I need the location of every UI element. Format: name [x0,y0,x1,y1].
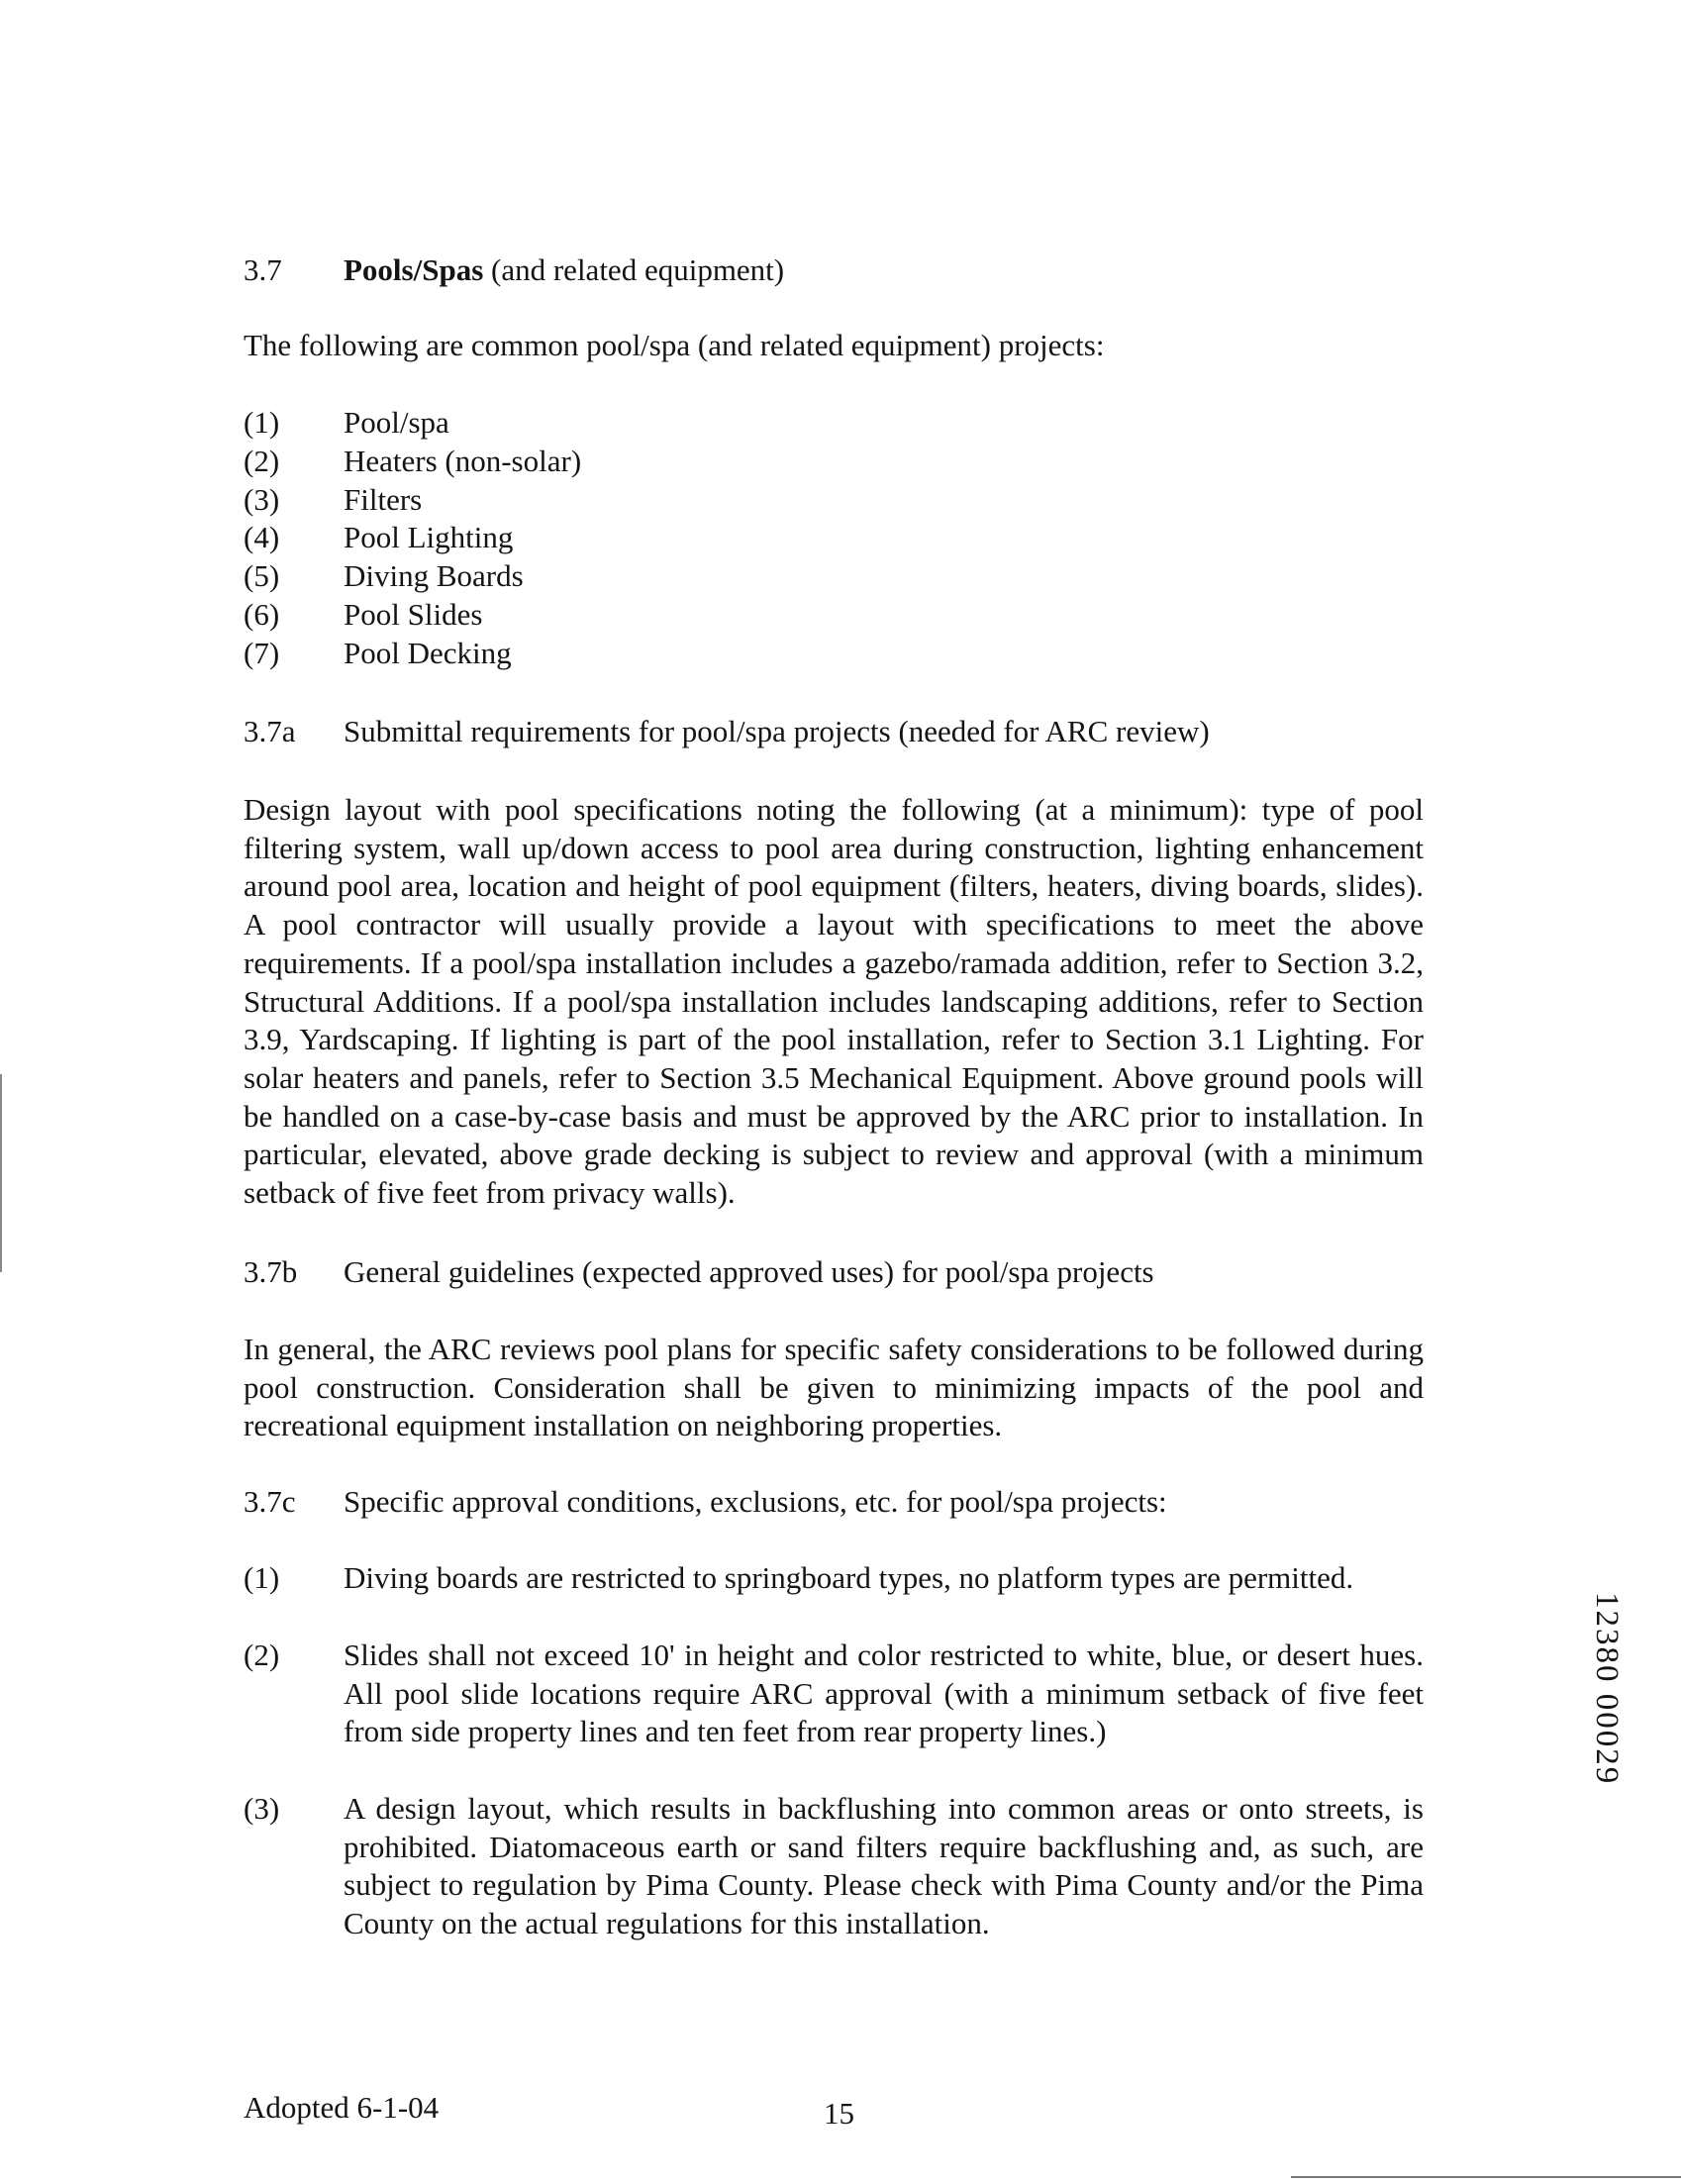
subsection-title: Submittal requirements for pool/spa projects (needed for ARC review) [344,714,1210,748]
scan-edge-mark [0,1074,2,1272]
section-title-suffix: (and related equipment) [483,252,785,287]
list-item-label: Pool Lighting [344,520,514,555]
section-number: 3.7 [244,252,282,287]
list-item [244,635,581,673]
adopted-date: Adopted 6-1-04 [244,2090,440,2125]
list-item-number: (2) [244,443,280,478]
stamp-number: 12380 00029 [1589,1592,1625,1786]
list-item [244,481,581,520]
list-item-number: (4) [244,520,280,555]
subsection-b-heading [244,1253,1531,1291]
condition-number: (3) [244,1791,280,1826]
page-number: 15 [824,2096,854,2131]
subsection-a-heading [244,713,1531,750]
condition-number: (1) [244,1560,280,1595]
list-item-label: Filters [344,481,423,517]
list-item-label: Diving Boards [344,558,524,594]
section-heading [244,251,1432,289]
subsection-title: General guidelines (expected approved uses) for pool/spa projects [344,1254,1154,1289]
document-stamp [1590,1592,1630,1879]
list-item-number: (5) [244,558,280,594]
list-item-label: Pool Slides [344,596,483,632]
subsection-number: 3.7c [244,1484,296,1519]
list-item [244,443,581,481]
scan-edge-mark [1291,2176,1681,2178]
subsection-number: 3.7a [244,714,296,748]
subsection-title: Specific approval conditions, exclusions, etc. for pool/spa projects: [344,1484,1167,1519]
intro-text: The following are common pool/spa (and related equipment) projects: [244,328,1105,362]
list-item-number: (7) [244,635,280,670]
list-item-number: (3) [244,481,280,517]
subsection-number: 3.7b [244,1254,298,1289]
condition-text: A design layout, which results in backflushing into common areas or onto streets, is prohibited. Diatomaceous earth or sand filters require backflushing and, as such, are subject to regulation by Pima County. Please check with Pima County and/or the Pima County on the actual regulations for this installation. [344,1791,1424,1940]
condition-number: (2) [244,1638,280,1672]
list-item [244,404,581,443]
list-item-label: Pool Decking [344,635,512,670]
section-title: Pools/Spas [344,252,484,287]
list-item [244,519,581,557]
list-item-number: (6) [244,596,280,632]
list-item [244,557,581,596]
condition-text: Slides shall not exceed 10' in height and color restricted to white, blue, or desert hues. All pool slide locations require ARC approval (with a minimum setback of five feet from side property lines and ten feet from rear property lines.) [344,1638,1424,1748]
subsection-a-body: Design layout with pool specifications noting the following (at a minimum): type of pool filtering system, wall up/down access to pool area during construction, lighting enhancement around pool area, location and height of pool equipment (filters, heaters, diving boards, slides). A pool contractor will usually provide a layout with specifications to meet the above requirements. If a pool/spa installation includes a gazebo/ramada addition, refer to Section 3.2, Structural Additions. If a pool/spa installation includes landscaping additions, refer to Section 3.9, Yardscaping. If lighting is part of the pool installation, refer to Section 3.1 Lighting. For solar heaters and panels, refer to Section 3.5 Mechanical Equipment. Above ground pools will be handled on a case-by-case basis and must be approved by the ARC prior to installation. In particular, elevated, above grade decking is subject to review and approval (with a minimum setback of five feet from privacy walls). [244,792,1424,1211]
list-item [244,596,581,635]
condition-text: Diving boards are restricted to springboard types, no platform types are permitted. [344,1560,1354,1595]
subsection-b-body: In general, the ARC reviews pool plans for specific safety considerations to be followed during pool construction. Consideration shall be given to minimizing impacts of the pool and recreational equipment installation on neighboring properties. [244,1332,1424,1443]
project-list [244,404,581,673]
subsection-c-heading [244,1483,1531,1521]
list-item-number: (1) [244,405,280,440]
list-item-label: Pool/spa [344,405,449,440]
list-item-label: Heaters (non-solar) [344,443,582,478]
